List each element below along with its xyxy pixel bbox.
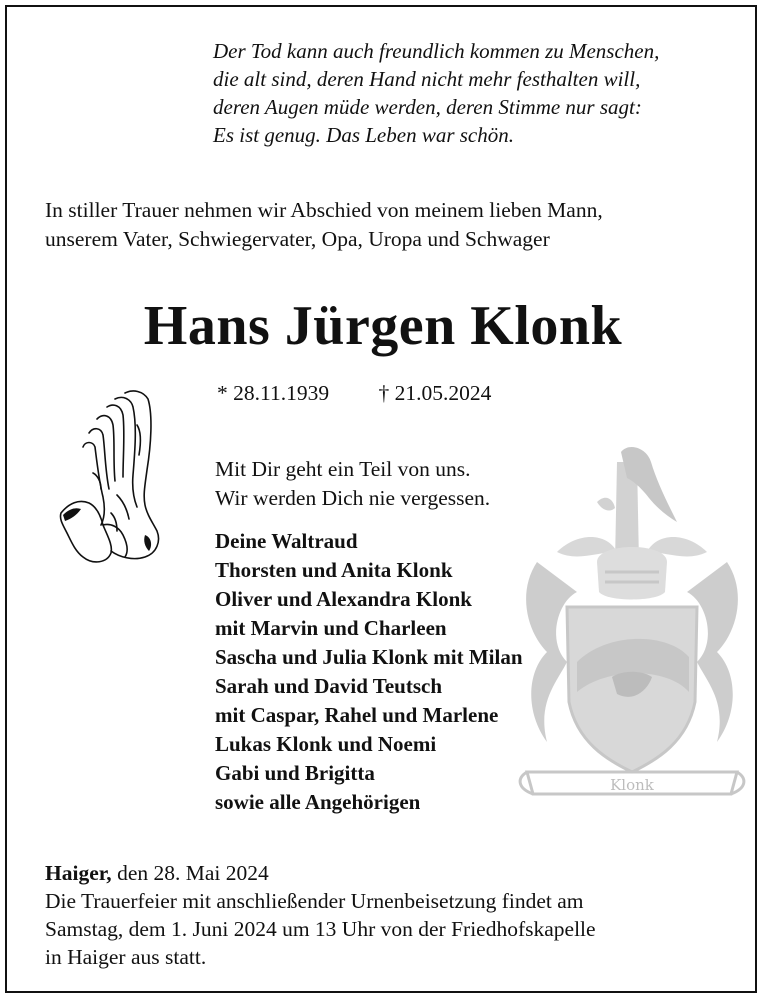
- family-member: Deine Waltraud: [215, 529, 358, 553]
- family-member: sowie alle Angehörigen: [215, 790, 421, 814]
- ceremony-line: in Haiger aus statt.: [45, 945, 207, 969]
- deceased-name: Hans Jürgen Klonk: [143, 295, 623, 357]
- poem-line: deren Augen müde werden, deren Stimme nur sagt:: [213, 95, 642, 119]
- closing-date: den 28. Mai 2024: [111, 861, 269, 885]
- coat-of-arms-icon: [517, 442, 747, 812]
- poem-line: Der Tod kann auch freundlich kommen zu Menschen,: [213, 39, 660, 63]
- life-dates: [217, 379, 491, 407]
- crest-banner-text: Klonk: [610, 776, 654, 794]
- poem-line: Es ist genug. Das Leben war schön.: [213, 123, 514, 147]
- ceremony-line: Samstag, dem 1. Juni 2024 um 13 Uhr von der Friedhofskapelle: [45, 917, 596, 941]
- family-member: Gabi und Brigitta: [215, 761, 375, 785]
- quote-line: Mit Dir geht ein Teil von uns.: [215, 457, 471, 481]
- family-member: Sarah und David Teutsch: [215, 674, 443, 698]
- memorial-quote: [215, 455, 490, 513]
- closing-section: [45, 859, 759, 971]
- ceremony-line: Die Trauerfeier mit anschließender Urnenbeisetzung findet am: [45, 889, 584, 913]
- family-member: Lukas Klonk und Noemi: [215, 732, 437, 756]
- family-member: Sascha und Julia Klonk mit Milan: [215, 645, 523, 669]
- death-date: † 21.05.2024: [378, 381, 492, 405]
- family-member: Oliver und Alexandra Klonk: [215, 587, 472, 611]
- family-list: [215, 527, 523, 817]
- poem: [213, 37, 753, 149]
- family-member: mit Marvin und Charleen: [215, 616, 447, 640]
- family-member: Thorsten und Anita Klonk: [215, 558, 453, 582]
- praying-hands-icon: [53, 385, 163, 570]
- family-member: mit Caspar, Rahel und Marlene: [215, 703, 499, 727]
- birth-date: * 28.11.1939: [217, 381, 330, 405]
- intro-line: unserem Vater, Schwiegervater, Opa, Uropa und Schwager: [45, 227, 550, 251]
- place-date-line: [45, 859, 759, 887]
- place-name: Haiger,: [45, 861, 112, 885]
- intro-line: In stiller Trauer nehmen wir Abschied von meinem lieben Mann,: [45, 198, 603, 222]
- obituary-frame: [5, 5, 757, 993]
- poem-line: die alt sind, deren Hand nicht mehr festhalten will,: [213, 67, 641, 91]
- intro-text: [45, 196, 755, 254]
- quote-line: Wir werden Dich nie vergessen.: [215, 486, 491, 510]
